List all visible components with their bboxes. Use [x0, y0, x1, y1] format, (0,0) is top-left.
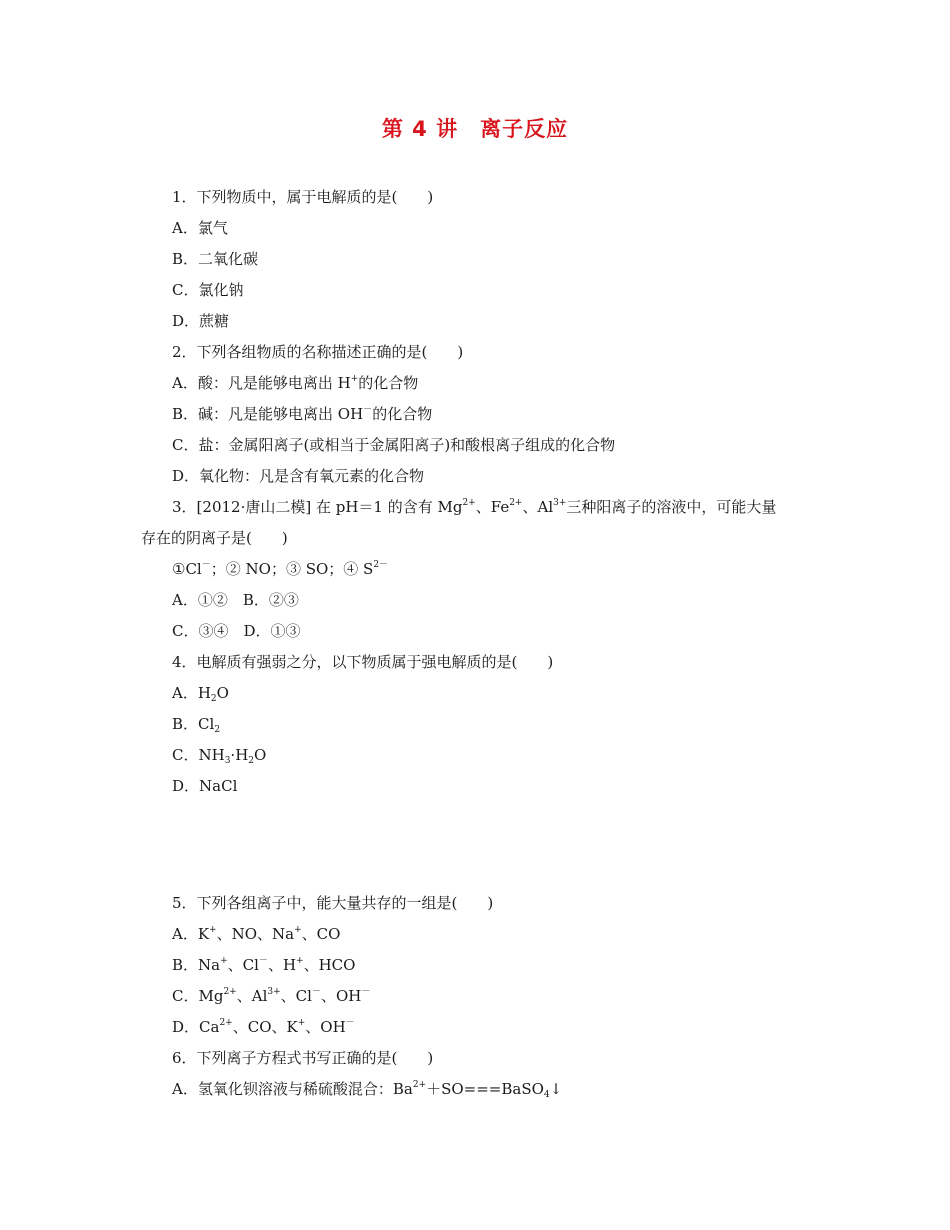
question-6-option-a: A．氢氧化钡溶液与稀硫酸混合：$Ba^{2+}+SO===BaSO_4↓$	[172, 1080, 563, 1100]
question-5-option-d: D．$Ca^{2+}$、CO、K+、OH－	[172, 1018, 355, 1036]
question-2-option-c: C．盐：金属阳离子(或相当于金属阳离子)和酸根离子组成的化合物	[172, 436, 616, 454]
question-3-stem-line-1: 3．[2012·唐山二模] 在 pH＝1 的含有 $Mg^{2+}$、$Fe^{2+}$、$Al^{3+}$三种阳离子的溶液中，可能大量	[172, 498, 777, 516]
question-5-stem: 5．下列各组离子中，能大量共存的一组是( )	[172, 894, 494, 912]
question-3-stem-line-2: 存在的阴离子是( )	[141, 529, 288, 547]
question-1-option-d: D．蔗糖	[172, 312, 230, 330]
question-2-option-b: B．碱：凡是能够电离出 OH－的化合物	[172, 405, 433, 423]
question-5-option-c: C．$Mg^{2+}$、$Al^{3+}$、Cl－、OH－	[172, 987, 371, 1005]
question-4-option-b: B．$Cl_2$	[172, 715, 221, 735]
question-6-stem: 6．下列离子方程式书写正确的是( )	[172, 1049, 434, 1067]
question-1-stem: 1．下列物质中，属于电解质的是( )	[172, 188, 434, 206]
page-title: 第 4 讲 离子反应	[381, 117, 569, 141]
question-2-option-d: D．氧化物：凡是含有氧元素的化合物	[172, 467, 425, 485]
question-1-option-b: B．二氧化碳	[172, 250, 259, 268]
question-2-stem: 2．下列各组物质的名称描述正确的是( )	[172, 343, 464, 361]
question-4-stem: 4．电解质有强弱之分，以下物质属于强电解质的是( )	[172, 653, 554, 671]
question-3-options-ab: A．①② B．②③	[172, 591, 299, 609]
question-1-option-c: C．氯化钠	[172, 281, 244, 299]
question-2-option-a: A．酸：凡是能够电离出 H+的化合物	[172, 374, 419, 392]
question-3-ion-list: ①Cl－；② NO；③ SO；④ $S^{2-}$	[172, 560, 389, 578]
question-1-option-a: A．氯气	[172, 219, 228, 237]
question-4-option-a: A．$H_2O$	[172, 684, 229, 704]
question-3-options-cd: C．③④ D．①③	[172, 622, 301, 640]
question-4-option-c: C．$NH_3\cdot H_2O$	[172, 746, 267, 766]
question-4-option-d: D．NaCl	[172, 777, 238, 795]
question-5-option-a: A．K+、NO、Na+、CO	[172, 925, 341, 943]
question-5-option-b: B．Na+、Cl－、H+、HCO	[172, 956, 356, 974]
